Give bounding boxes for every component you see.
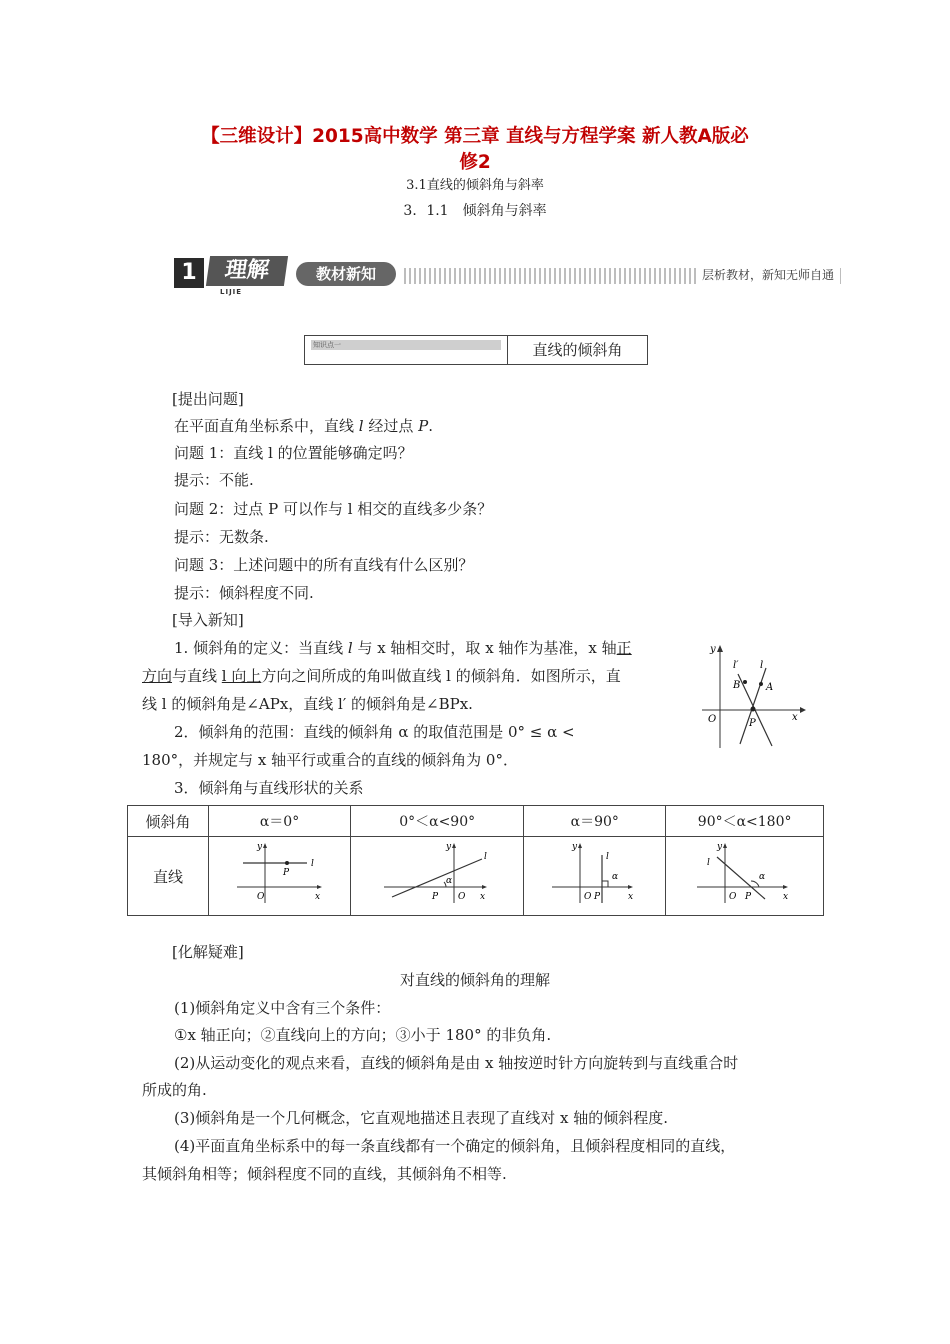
fig0-label-l: l xyxy=(310,859,314,869)
def-underline-up: l 向上 xyxy=(221,667,262,685)
table-row-head-angle: 倾斜角 xyxy=(128,806,209,837)
def-text-e: 方向之间所成的角叫做直线 l 的倾斜角．如图所示，直 xyxy=(261,667,621,685)
fig-point-b xyxy=(743,680,747,684)
fig0-y-arrow-icon xyxy=(263,843,267,848)
fig1-label-l: l xyxy=(484,852,488,862)
fig-acute-angle xyxy=(382,841,492,907)
def-line-l: l xyxy=(347,639,353,657)
new-knowledge-heading: [导入新知] xyxy=(172,611,244,629)
question-intro xyxy=(174,416,433,436)
fig3-angle-arc xyxy=(751,881,759,887)
title-line-1: 【三维设计】2015高中数学 第三章 直线与方程学案 新人教A版必 xyxy=(201,126,749,147)
fig1-label-y: y xyxy=(446,842,452,852)
banner-heading-pinyin: LIJIE xyxy=(220,288,243,296)
fig2-label-y: y xyxy=(571,842,577,852)
table-col-acute: 0°＜α<90° xyxy=(351,806,524,837)
fig-point-a xyxy=(759,682,763,686)
table-header-row xyxy=(128,806,824,837)
definition-line-2 xyxy=(142,666,621,686)
intro-line-l: l xyxy=(358,417,364,435)
document-title xyxy=(120,124,830,176)
fig-label-p: P xyxy=(749,718,756,729)
intro-text-2: 经过点 xyxy=(363,417,419,435)
fig2-label-l: l xyxy=(605,852,609,862)
doubt-heading: [化解疑难] xyxy=(172,943,244,961)
table-cell-right xyxy=(524,837,666,916)
banner-number: 1 xyxy=(174,258,204,288)
fig3-label-x: x xyxy=(782,892,788,902)
fig0-label-y: y xyxy=(256,842,262,852)
answer-3: 提示：倾斜程度不同. xyxy=(174,584,314,602)
intro-point-p: P xyxy=(418,417,429,435)
fig3-y-arrow-icon xyxy=(723,843,727,848)
def-text-d: 与直线 xyxy=(172,667,222,685)
fig2-y-arrow-icon xyxy=(578,843,582,848)
doubt-point-3: (3)倾斜角是一个几何概念，它直观地描述且表现了直线对 x 轴的倾斜程度. xyxy=(174,1109,669,1127)
table-col-zero: α＝0° xyxy=(209,806,351,837)
doubt-point-1: (1)倾斜角定义中含有三个条件： xyxy=(174,999,391,1017)
fig-label-l: l xyxy=(760,660,764,671)
fig-label-o: O xyxy=(708,714,717,725)
definition-line-3: 线 l 的倾斜角是∠APx，直线 l′ 的倾斜角是∠BPx. xyxy=(142,695,473,713)
table-row-head-line: 直线 xyxy=(128,837,209,916)
relation-heading: 3．倾斜角与直线形状的关系 xyxy=(174,779,364,797)
question-2: 问题 2：过点 P 可以作与 l 相交的直线多少条？ xyxy=(174,500,493,518)
question-1: 问题 1：直线 l 的位置能够确定吗？ xyxy=(174,444,413,462)
fig3-label-y: y xyxy=(716,842,722,852)
fig0-x-arrow-icon xyxy=(317,885,322,889)
fig-zero-angle xyxy=(235,841,325,907)
fig3-label-alpha: α xyxy=(758,872,765,882)
def-underline-direction: 方向 xyxy=(142,667,173,685)
fig3-line xyxy=(717,857,765,899)
knowledge-point-box xyxy=(304,335,648,365)
fig3-label-o: O xyxy=(728,892,737,902)
fig-label-x: x xyxy=(792,712,798,723)
range-line-1: 2．倾斜角的范围：直线的倾斜角 α 的取值范围是 0° ≤ α < xyxy=(174,723,575,741)
chapter-banner xyxy=(174,256,846,296)
fig-point-p xyxy=(751,707,756,712)
definition-line-1 xyxy=(174,638,632,658)
fig-obtuse-angle xyxy=(695,841,795,907)
def-text-c: 与 x 轴相交时，取 x 轴作为基准，x 轴 xyxy=(352,639,617,657)
banner-heading: 理解 xyxy=(206,256,288,286)
banner-subheading: 教材新知 xyxy=(296,262,396,286)
table-cell-obtuse xyxy=(666,837,824,916)
angle-shape-table xyxy=(127,805,824,916)
fig1-label-o: O xyxy=(458,892,466,902)
fig2-label-o: O xyxy=(583,892,592,902)
fig3-x-arrow-icon xyxy=(783,885,788,889)
fig0-point-p xyxy=(285,861,289,865)
doubt-title: 对直线的倾斜角的理解 xyxy=(399,971,550,989)
subsection-heading: 3．1.1 倾斜角与斜率 xyxy=(403,203,547,219)
table-cell-zero xyxy=(209,837,351,916)
question-3: 问题 3：上述问题中的所有直线有什么区别？ xyxy=(174,556,474,574)
section-heading: 3.1直线的倾斜角与斜率 xyxy=(406,178,544,193)
fig2-right-angle-mark xyxy=(602,881,608,887)
answer-2: 提示：无数条. xyxy=(174,528,269,546)
answer-1: 提示：不能. xyxy=(174,471,254,489)
title-line-2: 修2 xyxy=(459,152,491,173)
def-underline-zheng: 正 xyxy=(616,639,632,657)
fig-label-a: A xyxy=(766,682,774,693)
fig1-label-x: x xyxy=(480,892,486,902)
fig2-x-arrow-icon xyxy=(628,885,633,889)
raise-question-heading: [提出问题] xyxy=(172,390,244,408)
table-col-obtuse: 90°＜α<180° xyxy=(666,806,824,837)
fig0-label-p: P xyxy=(282,868,289,878)
doubt-point-4-line-2: 其倾斜角相等；倾斜程度不同的直线，其倾斜角不相等. xyxy=(142,1165,507,1183)
doubt-point-4-line-1: (4)平面直角坐标系中的每一条直线都有一个确定的倾斜角，且倾斜程度相同的直线， xyxy=(174,1137,736,1155)
knowledge-point-tag-cell xyxy=(305,336,508,364)
intro-text: 在平面直角坐标系中，直线 xyxy=(174,417,359,435)
doubt-point-2-line-1: (2)从运动变化的观点来看，直线的倾斜角是由 x 轴按逆时针方向旋转到与直线重合时 xyxy=(174,1054,739,1072)
fig0-label-o: O xyxy=(256,892,264,902)
fig-label-y: y xyxy=(710,644,716,655)
def-text-a: 1. 倾斜角的定义：当直线 xyxy=(174,639,348,657)
fig3-label-p: P xyxy=(744,892,751,902)
fig-right-angle xyxy=(550,841,640,907)
fig-label-b: B xyxy=(733,680,741,691)
doubt-point-1-detail: ①x 轴正向；②直线向上的方向；③小于 180° 的非负角. xyxy=(174,1026,552,1044)
knowledge-point-tag: 知识点一 xyxy=(313,341,341,349)
table-cell-acute xyxy=(351,837,524,916)
fig-y-arrow-icon xyxy=(717,645,723,652)
fig1-label-p: P xyxy=(432,892,439,902)
fig-label-l-prime: l′ xyxy=(733,660,739,671)
fig2-label-alpha: α xyxy=(611,872,618,882)
fig2-label-x: x xyxy=(627,892,633,902)
knowledge-point-label: 直线的倾斜角 xyxy=(532,341,623,359)
table-figure-row xyxy=(128,837,824,916)
banner-tagline: 层析教材，新知无师自通 xyxy=(696,264,840,286)
fig1-y-arrow-icon xyxy=(452,843,456,848)
fig-x-arrow-icon xyxy=(800,707,806,713)
doubt-point-2-line-2: 所成的角. xyxy=(142,1081,207,1099)
fig0-label-x: x xyxy=(314,892,320,902)
inclination-figure xyxy=(700,640,810,752)
fig3-label-l: l xyxy=(706,858,710,868)
intro-text-3: . xyxy=(428,417,434,435)
fig2-label-p: P xyxy=(593,892,600,902)
table-col-right: α＝90° xyxy=(524,806,666,837)
fig1-x-arrow-icon xyxy=(482,885,487,889)
range-line-2: 180°，并规定与 x 轴平行或重合的直线的倾斜角为 0°． xyxy=(142,751,518,769)
fig1-label-alpha: α xyxy=(446,876,453,886)
